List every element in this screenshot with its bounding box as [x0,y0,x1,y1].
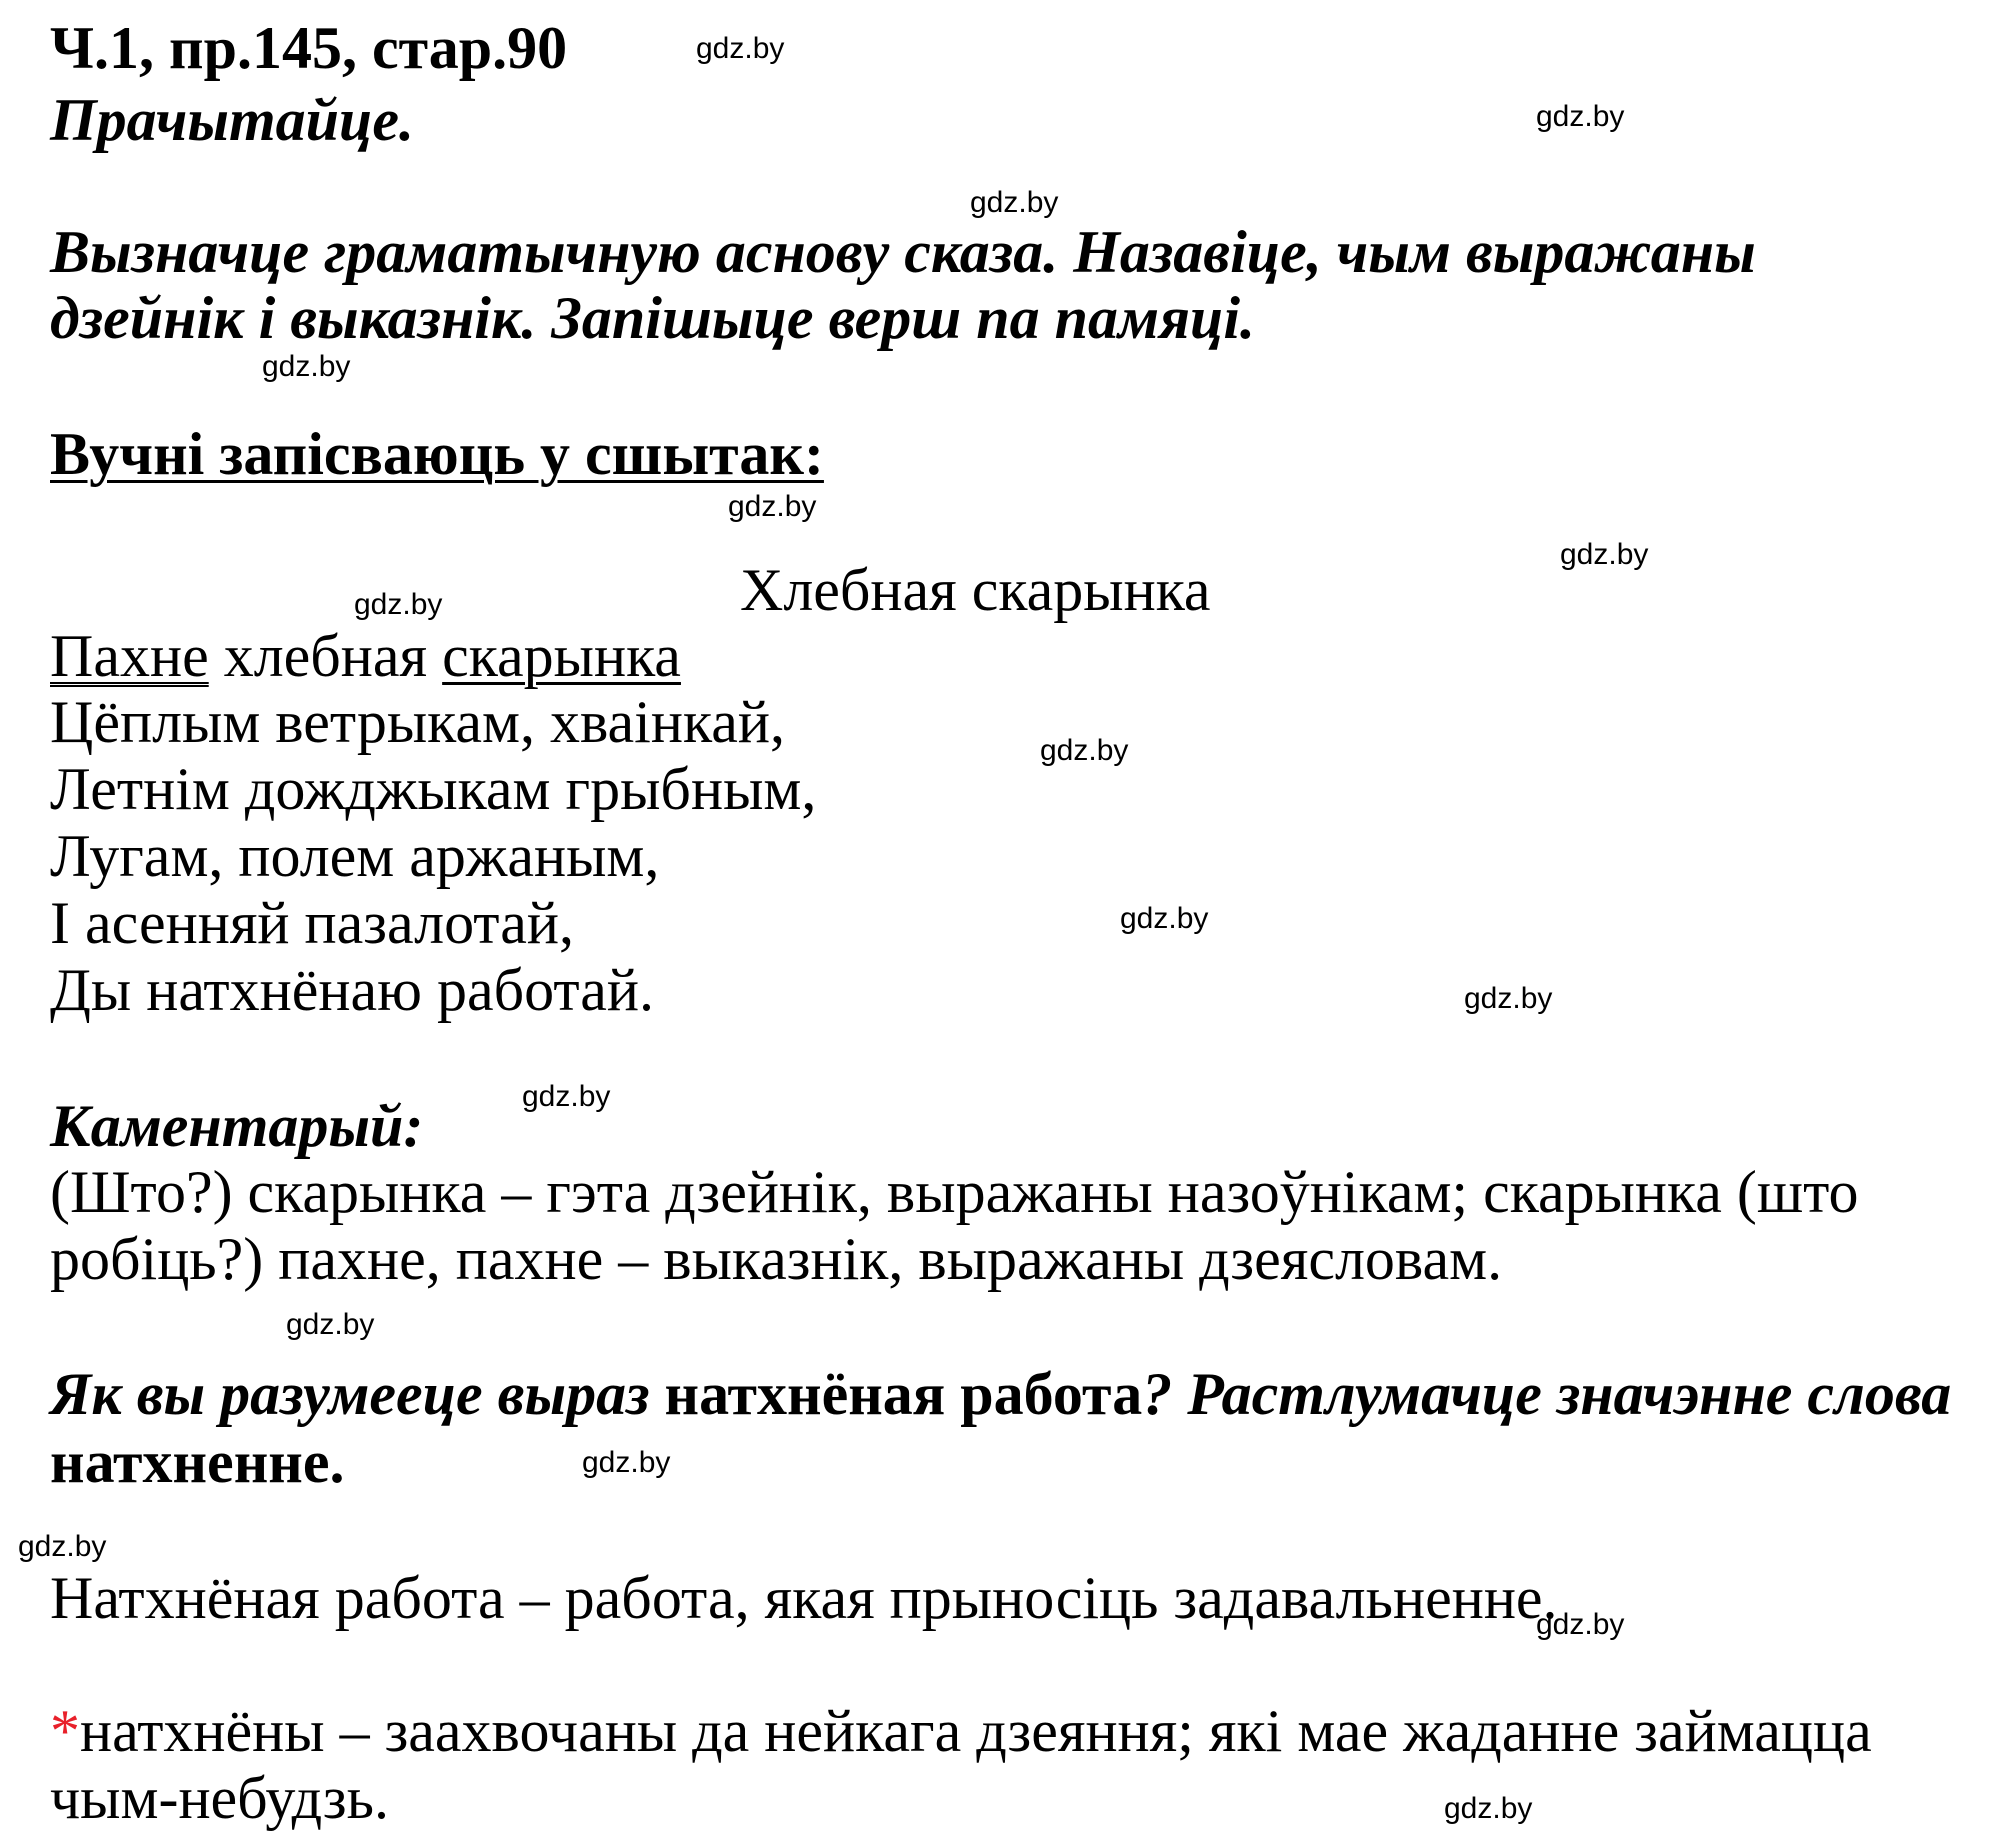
poem-line-1 [50,622,681,690]
poem-line-3: Летнім дожджыкам грыбным, [50,756,817,822]
comment-line-2: робіць?) пахне, пахне – выказнік, выражаны дзеясловам. [50,1226,1503,1292]
watermark: gdz.by [696,32,785,65]
poem-line-4: Лугам, полем аржаным, [50,823,660,889]
task2-part2: ? Растлумачце значэнне слова [1142,1361,1952,1427]
watermark: gdz.by [1560,538,1649,571]
poem-line-2: Цёплым ветрыкам, хваінкай, [50,689,785,755]
watermark: gdz.by [522,1080,611,1113]
task2-dot: . [329,1429,345,1495]
poem-title: Хлебная скарынка [740,557,1211,623]
page-title: Ч.1, пр.145, стар.90 [50,15,568,81]
asterisk-icon: * [50,1698,80,1764]
task2-line-1 [50,1360,1952,1428]
watermark: gdz.by [582,1446,671,1479]
watermark: gdz.by [354,588,443,621]
comment-heading: Каментарый: [50,1093,424,1159]
predicate-word: Пахне [50,623,209,689]
notebook-heading: Вучні запісваюць у сшытак: [50,421,824,487]
task2-part1: Як вы разумееце выраз [50,1361,665,1427]
footnote-line-2: чым-небудзь. [50,1765,389,1831]
watermark: gdz.by [1536,100,1625,133]
watermark: gdz.by [970,186,1059,219]
watermark: gdz.by [286,1308,375,1341]
poem-line-5: І асенняй пазалотай, [50,890,574,956]
watermark: gdz.by [262,350,351,383]
task1-line2: дзейнік і выказнік. Запішыце верш па памяці. [50,285,1256,351]
watermark: gdz.by [18,1530,107,1563]
poem-line-6: Ды натхнёнаю работай. [50,957,655,1023]
watermark: gdz.by [1464,982,1553,1015]
watermark: gdz.by [1536,1608,1625,1641]
task1-line1: Вызначце граматычную аснову сказа. Назавіце, чым выражаны [50,219,1756,285]
task2-line-2 [50,1428,344,1496]
watermark: gdz.by [728,490,817,523]
task2-word: натхненне [50,1429,330,1495]
answer-text: Натхнёная работа – работа, якая прыносіць задавальненне. [50,1565,1558,1631]
watermark: gdz.by [1040,734,1129,767]
poem-line-1-mid: хлебная [208,623,443,689]
footnote-text-1: натхнёны – заахвочаны да нейкага дзеяння; які мае жаданне займацца [80,1698,1872,1764]
footnote-line-1 [50,1697,1894,1765]
watermark: gdz.by [1120,902,1209,935]
task2-phrase: натхнёная работа [664,1361,1143,1427]
watermark: gdz.by [1444,1792,1533,1825]
instruction-read: Прачытайце. [50,87,415,153]
comment-line-1: (Што?) скарынка – гэта дзейнік, выражаны назоўнікам; скарынка (што [50,1159,1859,1225]
subject-word: скарынка [442,623,681,689]
